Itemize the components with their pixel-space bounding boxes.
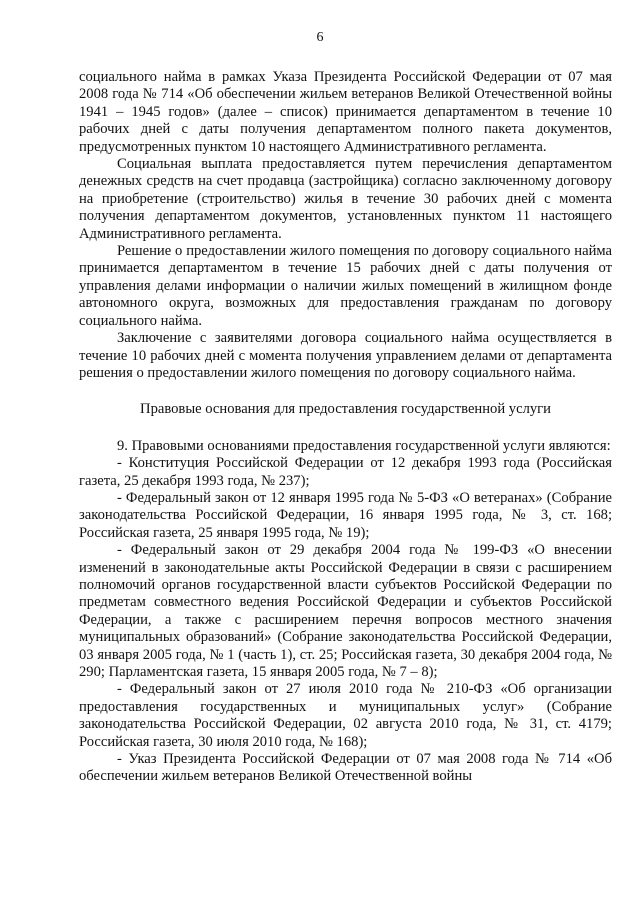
- document-body: [79, 69, 612, 786]
- list-item: - Конституция Российской Федерации от 12 декабря 1993 года (Российская газета, 25 декабря 1993 года, № 237);: [79, 455, 612, 489]
- list-item: - Федеральный закон от 29 декабря 2004 года № 199-ФЗ «О внесении изменений в законодательные акты Российской Федерации в связи с расширением полномочий органов государственной власти субъектов Российской Федерации по предметам совместного ведения Российской Федерации и субъектов Российской Федерации, а также с расширением перечня вопросов местного значения муниципальных образований» (Собрание законодательства Российской Федерации, 03 января 2005 года, № 1 (часть 1), ст. 25; Российская газета, 30 декабря 2004 года, № 290; Парламентская газета, 15 января 2005 года, № 7 – 8);: [79, 542, 612, 680]
- list-item: - Федеральный закон от 12 января 1995 года № 5-ФЗ «О ветеранах» (Собрание законодательства Российской Федерации, 16 января 1995 года, № 3, ст. 168; Российская газета, 25 января 1995 года, № 19);: [79, 489, 612, 541]
- section-heading: Правовые основания для предоставления государственной услуги: [140, 401, 551, 418]
- section-intro: 9. Правовыми основаниями предоставления государственной услуги являются:: [117, 437, 611, 454]
- paragraph: Социальная выплата предоставляется путем перечисления департаментом денежных средств на счет продавца (застройщика) согласно заключенному договору на приобретение (строительство) жилья в течение 30 рабочих дней с момента получения департаментом документов, установленных пунктом 11 настоящего Административного регламента.: [79, 156, 612, 242]
- page-number: 6: [316, 30, 324, 45]
- paragraph: социального найма в рамках Указа Президента Российской Федерации от 07 мая 2008 года № 714 «Об обеспечении жильем ветеранов Великой Отечественной войны 1941 – 1945 годов» (далее – список) принимается департаментом в течение 10 рабочих дней с даты получения департаментом полного пакета документов, предусмотренных пунктом 10 настоящего Административного регламента.: [79, 69, 612, 155]
- paragraph: Решение о предоставлении жилого помещения по договору социального найма принимается департаментом в течение 15 рабочих дней с даты получения от управления делами информации о наличии жилых помещений в жилищном фонде автономного округа, возможных для предоставления гражданам по договору социального найма.: [79, 243, 612, 329]
- paragraph: Заключение с заявителями договора социального найма осуществляется в течение 10 рабочих дней с момента получения управлением делами от департамента решения о предоставлении жилого помещения по договору социального найма.: [79, 330, 612, 381]
- list-item: - Федеральный закон от 27 июля 2010 года № 210-ФЗ «Об организации предоставления государственных и муниципальных услуг» (Собрание законодательства Российской Федерации, 02 августа 2010 года, № 31, ст. 4179; Российская газета, 30 июля 2010 года, № 168);: [79, 681, 612, 750]
- list-item: - Указ Президента Российской Федерации от 07 мая 2008 года № 714 «Об обеспечении жильем ветеранов Великой Отечественной войны: [79, 751, 612, 785]
